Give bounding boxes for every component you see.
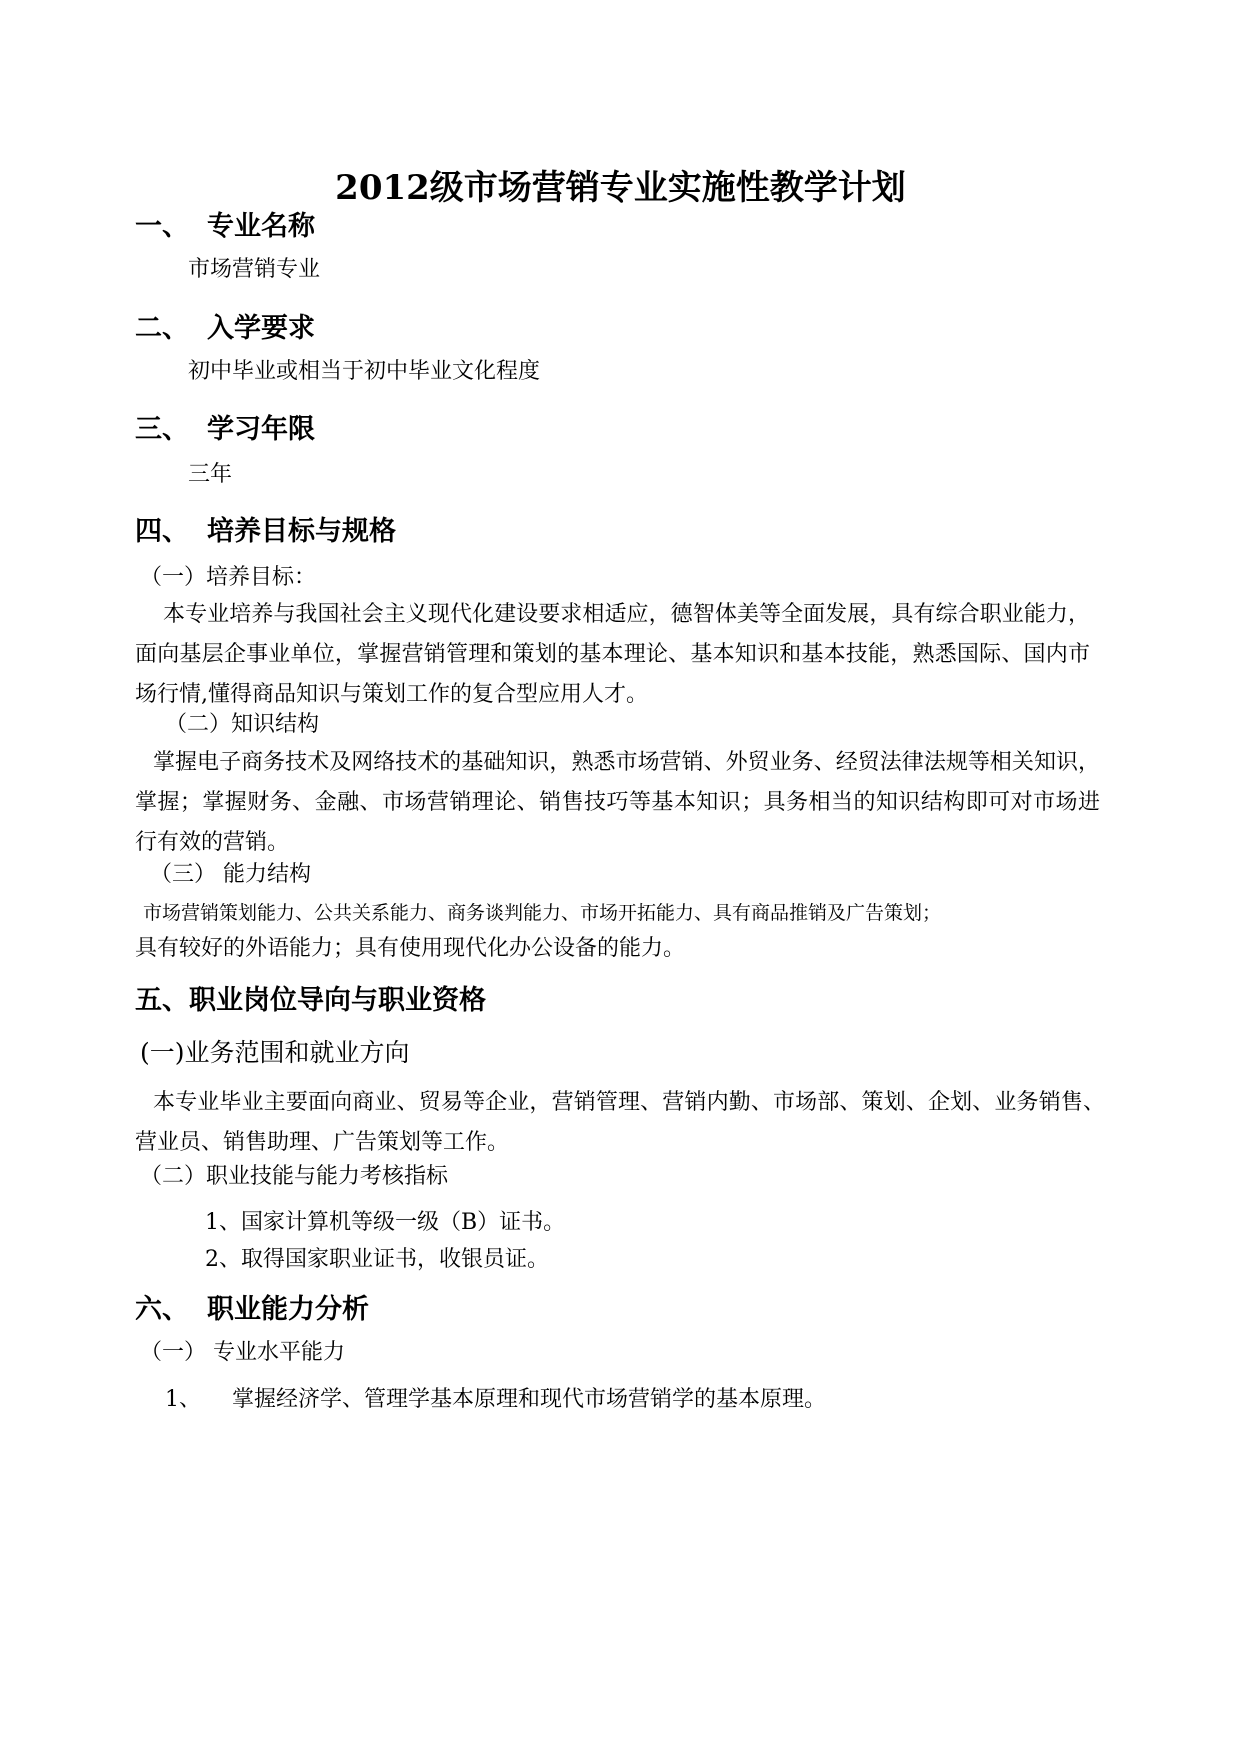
ability-item-1-number: 1、 (165, 1387, 201, 1412)
section-3-body: 三年 (188, 462, 233, 487)
section-1-body: 市场营销专业 (188, 257, 321, 282)
section-1-number: 一、 (135, 211, 189, 242)
skills-item-2: 2、取得国家职业证书，收银员证。 (205, 1247, 549, 1272)
section-6-title: 职业能力分析 (207, 1294, 369, 1325)
section-5-heading: 五、职业岗位导向与职业资格 (135, 985, 486, 1016)
subsection-knowledge-label: （二）知识结构 (165, 712, 320, 737)
subsection-skills-label: （二）职业技能与能力考核指标 (140, 1164, 449, 1189)
subsection-training-goal-body: 本专业培养与我国社会主义现代化建设要求相适应，德智体美等全面发展，具有综合职业能力，面向基层企事业单位，掌握营销管理和策划的基本理论、基本知识和基本技能，熟悉国际、国内市场行情,懂得商品知识与策划工作的复合型应用人才。 (135, 602, 1090, 707)
section-2-number: 二、 (135, 313, 189, 344)
section-1-title: 专业名称 (207, 211, 315, 242)
section-6-number: 六、 (135, 1294, 189, 1325)
subsection-business-scope-label: (一)业务范围和就业方向 (140, 1038, 410, 1067)
page-title: 2012级市场营销专业实施性教学计划 (335, 168, 906, 208)
section-2-body: 初中毕业或相当于初中毕业文化程度 (188, 359, 541, 384)
skills-item-1: 1、国家计算机等级一级（B）证书。 (205, 1210, 566, 1235)
section-3-number: 三、 (135, 414, 189, 445)
section-2-title: 入学要求 (207, 313, 315, 344)
section-3-title: 学习年限 (207, 414, 315, 445)
subsection-business-scope-body: 本专业毕业主要面向商业、贸易等企业，营销管理、营销内勤、市场部、策划、企划、业务销售、营业员、销售助理、广告策划等工作。 (135, 1090, 1105, 1155)
subsection-ability-line-1: 市场营销策划能力、公共关系能力、商务谈判能力、市场开拓能力、具有商品推销及广告策划； (143, 902, 942, 924)
subsection-ability-line-2: 具有较好的外语能力；具有使用现代化办公设备的能力。 (135, 936, 686, 961)
section-4-title: 培养目标与规格 (207, 516, 396, 547)
subsection-training-goal-label: （一）培养目标： (140, 565, 317, 590)
ability-item-1-text: 掌握经济学、管理学基本原理和现代市场营销学的基本原理。 (232, 1387, 827, 1412)
subsection-ability-label: （三） 能力结构 (150, 862, 311, 887)
section-4-number: 四、 (135, 516, 189, 547)
subsection-knowledge-body: 掌握电子商务技术及网络技术的基础知识，熟悉市场营销、外贸业务、经贸法律法规等相关知识，掌握；掌握财务、金融、市场营销理论、销售技巧等基本知识；具务相当的知识结构即可对市场进行有效的营销。 (135, 750, 1100, 855)
subsection-professional-ability-label: （一） 专业水平能力 (140, 1340, 345, 1365)
